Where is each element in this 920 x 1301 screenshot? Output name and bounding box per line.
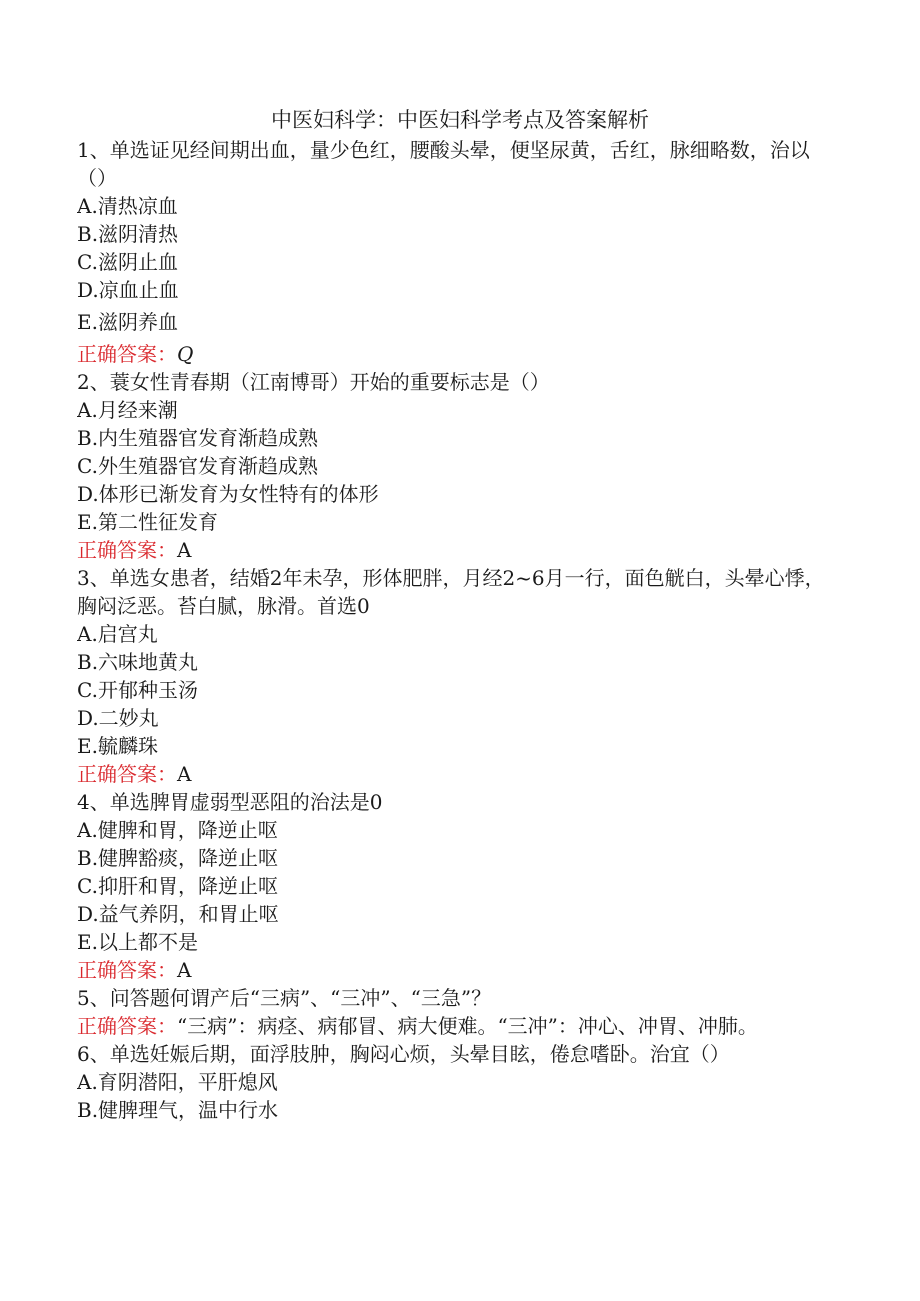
- option-b: B.健脾理气，温中行水: [77, 1098, 279, 1122]
- option-d: D.凉血止血: [77, 278, 179, 302]
- option-b: B.六味地黄丸: [77, 650, 199, 674]
- option-c: C.滋阴止血: [77, 250, 178, 274]
- document-title: 中医妇科学：中医妇科学考点及答案解析: [271, 108, 649, 132]
- answer-value: A: [177, 762, 192, 786]
- option-b: B.内生殖器官发育渐趋成熟: [77, 426, 319, 450]
- option-a: A.启宫丸: [77, 622, 158, 646]
- option-a: A.清热凉血: [77, 194, 178, 218]
- question-stem: 3、单选女患者，结婚2年未孕，形体肥胖，月经2~6月一行，面色觥白，头晕心悸，胸闷泛恶。苔白腻，脉滑。首选0: [77, 566, 825, 618]
- question-3: [77, 564, 837, 788]
- answer-line: [77, 760, 837, 788]
- question-stem: 6、单选妊娠后期，面浮肢肿，胸闷心烦，头晕目眩，倦怠嗜卧。治宜（）: [77, 1042, 730, 1066]
- option-d: D.二妙丸: [77, 706, 159, 730]
- answer-label: 正确答案：: [77, 538, 177, 562]
- option-b: B.滋阴清热: [77, 222, 179, 246]
- answer-line: [77, 536, 837, 564]
- question-stem: 4、单选脾胃虚弱型恶阻的治法是0: [77, 790, 383, 814]
- answer-label: 正确答案：: [77, 762, 177, 786]
- question-2: [77, 368, 837, 564]
- option-c: C.抑肝和胃，降逆止呕: [77, 874, 278, 898]
- option-c: C.外生殖器官发育渐趋成熟: [77, 454, 318, 478]
- question-stem: 1、单选证见经间期出血，量少色红，腰酸头晕，便坚尿黄，舌红，脉细略数，治以（）: [77, 138, 810, 190]
- option-e: E.以上都不是: [77, 930, 198, 954]
- answer-line: [77, 1012, 837, 1040]
- answer-value: Q: [177, 342, 194, 366]
- question-1: [77, 136, 837, 368]
- answer-label: 正确答案：: [77, 342, 177, 366]
- option-e: E.毓麟珠: [77, 734, 158, 758]
- answer-value: “三病”：病痉、病郁冒、病大便难。“三冲”：冲心、冲胃、冲肺。: [177, 1014, 758, 1038]
- question-6: [77, 1040, 837, 1124]
- option-b: B.健脾豁痰，降逆止呕: [77, 846, 279, 870]
- answer-line: [77, 956, 837, 984]
- question-4: [77, 788, 837, 984]
- option-a: A.健脾和胃，降逆止呕: [77, 818, 278, 842]
- option-a: A.月经来潮: [77, 398, 178, 422]
- option-d: D.体形已渐发育为女性特有的体形: [77, 482, 379, 506]
- option-c: C.开郁种玉汤: [77, 678, 198, 702]
- answer-value: A: [177, 538, 192, 562]
- question-5: [77, 984, 837, 1040]
- answer-value: A: [177, 958, 192, 982]
- option-e: E.第二性征发育: [77, 510, 218, 534]
- question-stem: 2、蓑女性青春期（江南博哥）开始的重要标志是（）: [77, 370, 550, 394]
- question-stem: 5、问答题何谓产后“三病”、“三冲”、“三急”？: [77, 986, 492, 1010]
- question-list: [77, 136, 837, 1124]
- option-a: A.育阴潜阳，平肝熄风: [77, 1070, 278, 1094]
- answer-label: 正确答案：: [77, 1014, 177, 1038]
- option-d: D.益气养阴，和胃止呕: [77, 902, 279, 926]
- answer-line: [77, 340, 837, 368]
- option-e: E.滋阴养血: [77, 310, 178, 334]
- answer-label: 正确答案：: [77, 958, 177, 982]
